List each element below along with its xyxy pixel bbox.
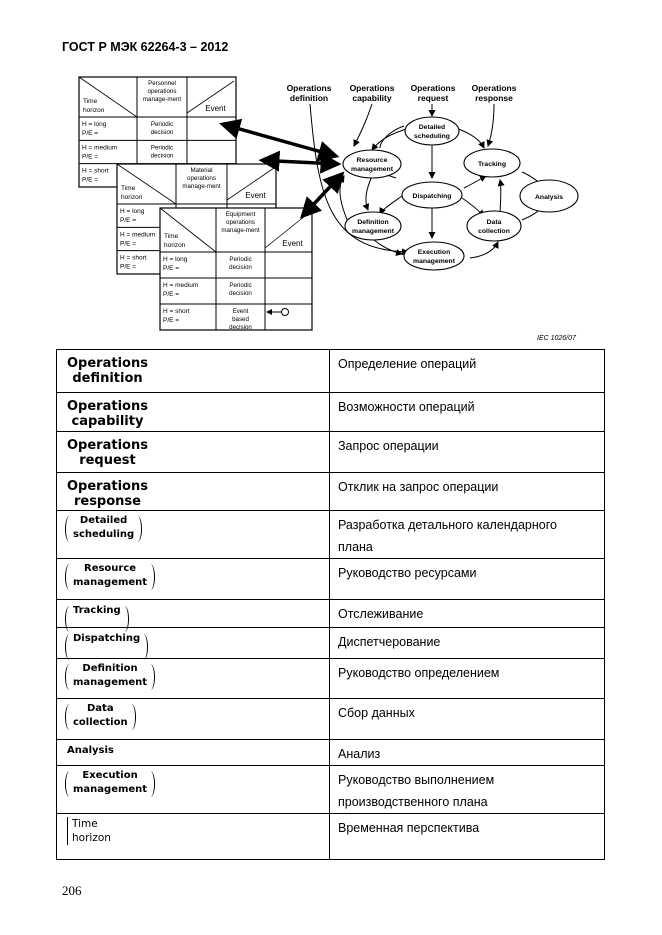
english-term-cell <box>57 699 330 740</box>
english-term-cell <box>57 628 330 659</box>
english-term-cell <box>57 432 330 473</box>
node-label: Execution <box>417 249 451 256</box>
english-term <box>67 479 148 509</box>
russian-translation-cell <box>330 699 605 740</box>
english-term <box>67 817 111 845</box>
pe-value: P/E = <box>163 291 180 298</box>
russian-translation-cell <box>330 432 605 473</box>
english-term-line: management <box>73 577 148 588</box>
event-label: Event <box>205 104 226 113</box>
russian-translation-cell <box>330 659 605 699</box>
horizon-value: H = short <box>120 254 147 262</box>
pe-value: P/E = <box>120 217 137 224</box>
top-label-line1: Operations <box>410 83 456 93</box>
glossary-row <box>57 814 605 860</box>
russian-translation-cell <box>330 766 605 814</box>
russian-translation-cell <box>330 350 605 393</box>
pe-value: P/E = <box>82 130 99 137</box>
english-term-line: Analysis <box>67 745 114 756</box>
russian-translation-cell <box>330 814 605 860</box>
page-number: 206 <box>62 883 82 898</box>
management-table <box>160 208 312 331</box>
node-data-collection <box>467 211 521 241</box>
table-title: manage-ment <box>182 183 221 190</box>
english-term-line: request <box>79 453 136 468</box>
english-term-cell <box>57 740 330 766</box>
horizon-label: Time <box>121 185 136 192</box>
decision-label: decision <box>229 264 252 271</box>
horizon-label: horizon <box>83 107 105 114</box>
table-title: Personnel <box>148 80 176 87</box>
english-term <box>67 562 153 590</box>
node-analysis <box>520 180 578 212</box>
russian-translation-cell <box>330 559 605 600</box>
russian-translation-cell <box>330 511 605 559</box>
node-dispatching <box>402 182 462 208</box>
top-label-line2: request <box>417 93 449 103</box>
english-term-line: Dispatching <box>73 633 141 644</box>
english-term-line: Resource <box>84 563 137 574</box>
russian-translation-cell <box>330 393 605 432</box>
pe-value: P/E = <box>82 176 99 184</box>
russian-translation-line: Отклик на запрос операции <box>338 480 499 494</box>
node-label: Detailed <box>418 124 446 131</box>
english-term-line: Operations <box>67 356 148 371</box>
english-term-cell <box>57 350 330 393</box>
english-term-line: definition <box>72 371 143 386</box>
english-term-line: capability <box>71 414 144 429</box>
node-label: Dispatching <box>412 193 452 200</box>
english-term-cell <box>57 511 330 559</box>
glossary-row <box>57 600 605 628</box>
english-term <box>67 356 148 386</box>
glossary-row <box>57 699 605 740</box>
horizon-value: H = short <box>82 167 109 175</box>
horizon-label: horizon <box>121 194 143 201</box>
pe-value: P/E = <box>120 240 137 248</box>
english-term-cell <box>57 600 330 628</box>
glossary-table <box>56 349 605 860</box>
english-term-cell <box>57 766 330 814</box>
top-label-line2: definition <box>289 93 329 103</box>
russian-translation-line: Возможности операций <box>338 400 475 414</box>
pe-value: P/E = <box>120 263 137 271</box>
russian-translation-cell <box>330 740 605 766</box>
english-term-line: management <box>73 677 148 688</box>
table-title: manage-ment <box>221 227 260 234</box>
english-term <box>67 604 127 618</box>
top-labels <box>287 83 517 103</box>
node-execution-management <box>404 242 464 270</box>
english-term-line: Operations <box>67 399 148 414</box>
english-term <box>67 744 114 758</box>
node-label: Data <box>486 219 502 226</box>
decision-label: based <box>232 316 249 323</box>
top-label-line1: Operations <box>349 83 395 93</box>
node-resource-management <box>343 150 401 178</box>
glossary-row <box>57 628 605 659</box>
russian-translation-cell <box>330 600 605 628</box>
horizon-value: H = medium <box>163 282 199 289</box>
horizon-value: H = medium <box>82 144 118 152</box>
russian-translation-line: Диспетчерование <box>338 635 441 649</box>
english-term-line: response <box>73 494 141 509</box>
english-term <box>67 662 153 690</box>
russian-translation-line: Сбор данных <box>338 706 415 720</box>
decision-label: decision <box>150 129 174 136</box>
decision-label: decision <box>229 290 252 297</box>
glossary-row <box>57 511 605 559</box>
english-term-line: Operations <box>67 479 148 494</box>
node-label: Analysis <box>535 194 563 201</box>
node-label: Resource <box>356 157 388 164</box>
english-term <box>67 399 148 429</box>
english-term-cell <box>57 473 330 511</box>
english-term-line: Data <box>86 703 114 714</box>
node-detailed-scheduling <box>405 117 459 145</box>
operations-management-diagram <box>0 0 662 345</box>
english-term-cell <box>57 814 330 860</box>
activity-nodes <box>343 117 578 270</box>
english-term <box>67 769 153 797</box>
node-label: Definition <box>357 219 389 226</box>
top-label-line1: Operations <box>471 83 517 93</box>
english-term-cell <box>57 659 330 699</box>
horizon-value: H = medium <box>120 231 156 239</box>
decision-label: decision <box>150 152 174 160</box>
english-term-line: management <box>73 784 148 795</box>
decision-label: Periodic <box>229 282 252 289</box>
decision-label: Periodic <box>229 256 252 263</box>
glossary-row <box>57 659 605 699</box>
decision-label: Periodic <box>150 144 174 152</box>
node-label: scheduling <box>414 133 450 140</box>
node-label: management <box>413 258 455 265</box>
glossary-row <box>57 473 605 511</box>
node-label: management <box>351 166 393 173</box>
table-title: operations <box>226 219 255 226</box>
english-term <box>67 438 148 468</box>
table-title: Equipment <box>225 211 256 218</box>
node-definition-management <box>345 212 401 240</box>
glossary-row <box>57 559 605 600</box>
horizon-value: H = long <box>163 256 188 263</box>
english-term-line: horizon <box>72 832 111 844</box>
management-tables <box>79 77 312 331</box>
english-term <box>67 632 146 646</box>
english-term-line: Operations <box>67 438 148 453</box>
glossary-row <box>57 350 605 393</box>
glossary-row <box>57 432 605 473</box>
english-term-line: collection <box>73 717 128 728</box>
pe-value: P/E = <box>163 265 180 272</box>
node-label: management <box>352 228 394 235</box>
russian-translation-line: Запрос операции <box>338 439 439 453</box>
horizon-value: H = long <box>120 208 145 215</box>
pe-value: P/E = <box>163 317 180 324</box>
figure-caption: IEC 1026/07 <box>537 335 576 342</box>
english-term-line: Tracking <box>73 605 121 616</box>
glossary-row <box>57 393 605 432</box>
node-label: collection <box>478 228 510 235</box>
horizon-value: H = long <box>82 121 107 128</box>
table-title: operations <box>187 175 216 182</box>
russian-translation-line: Руководство выполнением <box>338 773 495 787</box>
glossary-row <box>57 766 605 814</box>
top-label-line2: capability <box>352 93 392 103</box>
english-term-cell <box>57 559 330 600</box>
english-term <box>67 702 134 730</box>
table-title: manage-ment <box>142 96 182 103</box>
horizon-label: horizon <box>164 242 186 249</box>
russian-translation-line: производственного плана <box>338 795 488 809</box>
english-term-cell <box>57 393 330 432</box>
english-term-line: Definition <box>82 663 138 674</box>
english-term-line: Detailed <box>79 515 128 526</box>
top-label-line2: response <box>475 93 513 103</box>
russian-translation-cell <box>330 628 605 659</box>
russian-translation-line: Анализ <box>338 747 381 761</box>
pe-value: P/E = <box>82 153 99 161</box>
table-title: Material <box>190 167 213 174</box>
top-label-line1: Operations <box>286 83 332 93</box>
node-tracking <box>464 149 520 177</box>
decision-label: Periodic <box>150 121 174 128</box>
horizon-label: Time <box>164 233 179 240</box>
russian-translation-line: Разработка детального календарного <box>338 518 557 532</box>
event-label: Event <box>282 239 303 248</box>
node-label: Tracking <box>478 161 506 168</box>
decision-label: Event <box>232 308 249 315</box>
russian-translation-line: плана <box>338 540 373 554</box>
english-term-line: scheduling <box>73 529 135 540</box>
table-title: operations <box>147 88 177 95</box>
russian-translation-cell <box>330 473 605 511</box>
horizon-value: H = short <box>163 308 190 315</box>
russian-translation-line: Руководство ресурсами <box>338 566 477 580</box>
russian-translation-line: Временная перспектива <box>338 821 480 835</box>
decision-label: decision <box>229 324 252 331</box>
horizon-label: Time <box>83 98 98 105</box>
english-term <box>67 514 140 542</box>
event-label: Event <box>245 191 266 200</box>
russian-translation-line: Определение операций <box>338 357 477 371</box>
glossary-row <box>57 740 605 766</box>
russian-translation-line: Отслеживание <box>338 607 424 621</box>
english-term-line: Time <box>72 818 98 830</box>
russian-translation-line: Руководство определением <box>338 666 500 680</box>
document-header: ГОСТ Р МЭК 62264-3 – 2012 <box>62 40 229 54</box>
english-term-line: Execution <box>82 770 138 781</box>
